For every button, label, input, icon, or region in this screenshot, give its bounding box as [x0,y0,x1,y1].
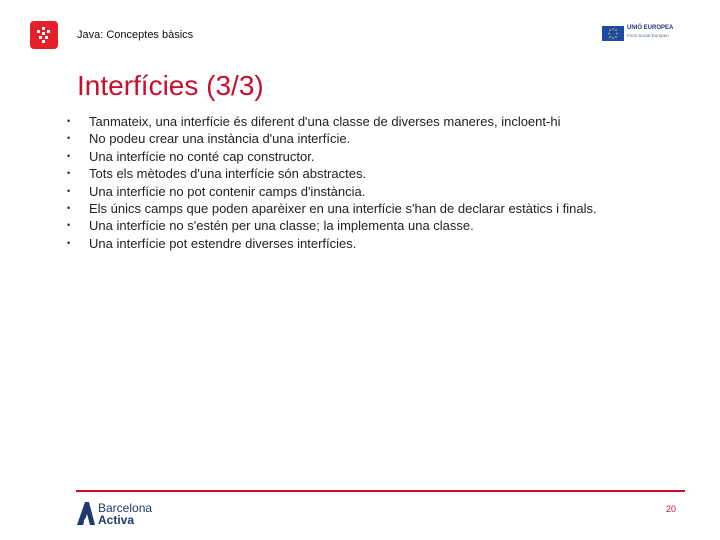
footer-divider [76,490,685,492]
page-number: 20 [666,504,677,514]
bullet-item: • Una interfície no s'estén per una classe; la implementa una classe. [67,218,474,234]
bullet-item: • No podeu crear una instància d'una interfície. [67,131,351,147]
bullet-item: • Tanmateix, una interfície és diferent d'una classe de diverses maneres, incloent-hi [67,114,561,129]
bullet-icon: • [67,133,71,144]
logo-line2: Activa [98,513,135,527]
header-title: Java: Conceptes bàsics [77,29,194,41]
bullet-icon: • [67,237,71,248]
bullet-item: • Una interfície pot estendre diverses interfícies. [67,235,357,251]
bullet-icon: • [67,116,71,126]
eu-logo-subtext: Fons Social Europeu [627,33,669,38]
bullet-item: • Tots els mètodes d'una interfície són abstractes. [67,166,367,182]
bullet-icon: • [67,185,71,196]
bullet-icon: • [67,168,71,179]
eu-logo [602,24,697,44]
bullet-icon: • [67,150,71,161]
barcelona-city-logo [30,21,58,49]
bullet-list [62,113,597,252]
eu-flag-icon [602,26,624,41]
bullet-item: • Una interfície no conté cap constructor. [67,148,315,164]
bullet-icon: • [67,203,71,214]
bullet-icon: • [67,220,71,231]
barcelona-activa-icon [76,500,96,526]
eu-logo-text: UNIÓ EUROPEA [627,25,674,31]
barcelona-activa-logo [76,500,176,528]
logo-line1: Barcelona [98,501,153,515]
bullet-item: • Una interfície no pot contenir camps d'instància. [67,183,366,199]
slide-title: Interfícies (3/3) [77,70,264,101]
bullet-item: • Els únics camps que poden aparèixer en una interfície s'han de declarar estàtics i finals. [67,201,597,217]
